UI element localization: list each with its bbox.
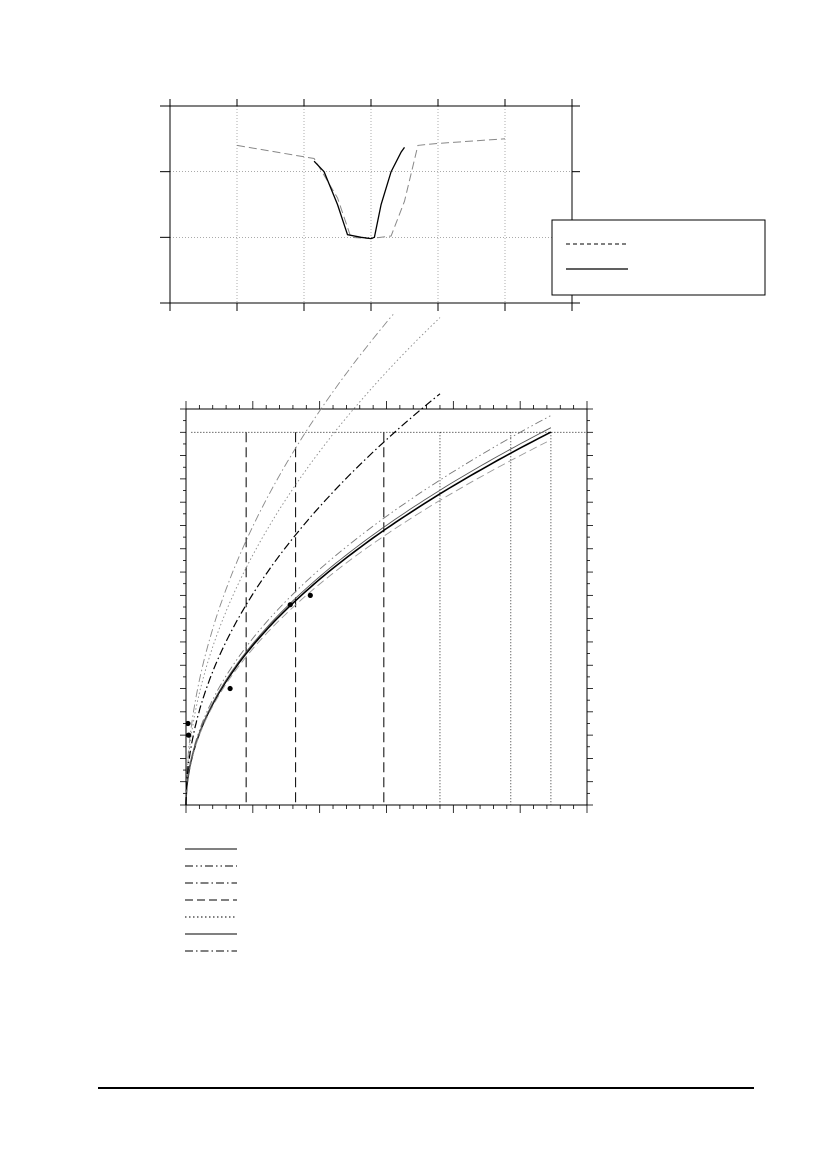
bottom-series-line-4 [186,442,547,805]
bottom-series-line-3 [186,314,393,805]
top-chart-frame [170,106,572,303]
top-legend-box [552,220,765,295]
bottom-data-point-1 [185,721,190,726]
bottom-series-line-6 [186,428,551,805]
bottom-chart-legend [185,849,237,951]
bottom-series-line-1 [186,432,551,805]
bottom-data-point-4 [288,602,293,607]
bottom-data-point-3 [228,686,233,691]
top-chart-legend [552,220,765,295]
bottom-chart-frame [186,409,587,805]
top-chart-ticks [160,99,580,311]
bottom-data-point-2 [186,733,191,738]
bottom-data-point-5 [308,593,313,598]
top-chart [0,0,826,360]
bottom-series-line-2 [186,416,551,806]
top-series-line-2 [314,147,404,238]
footer-rule [98,1087,754,1089]
bottom-chart-grid [191,432,587,805]
top-chart-grid [170,106,572,303]
bottom-series-line-7 [186,394,440,805]
bottom-chart-series [186,314,551,805]
bottom-chart-points [185,593,313,738]
bottom-chart-ticks [180,401,593,813]
bottom-series-line-5 [186,318,440,805]
